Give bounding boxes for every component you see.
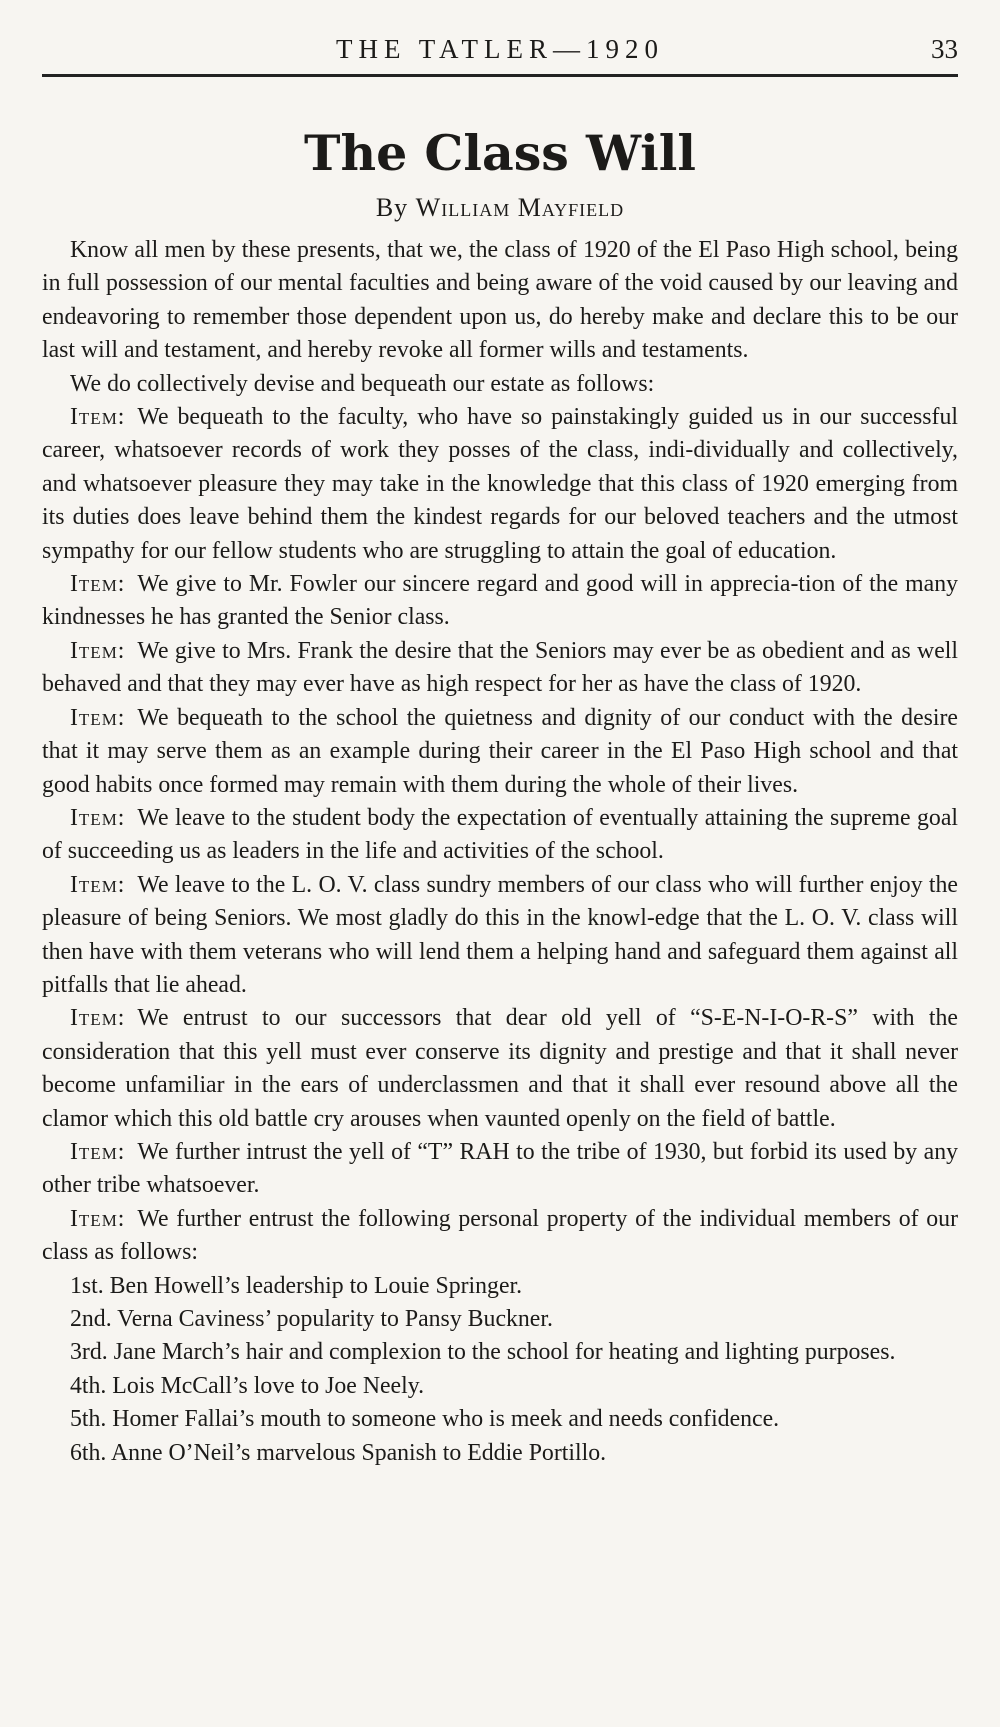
will-item-paragraph xyxy=(42,802,958,869)
will-item-paragraph xyxy=(42,1203,958,1270)
paragraph-text: 3rd. Jane March’s hair and complexion to the school for heating and lighting purposes. xyxy=(70,1339,896,1366)
paragraph-text: Know all men by these presents, that we, the class of 1920 of the El Paso High school, being in full possession of our mental faculties and being aware of the void caused by our leaving and endeavoring to remember those dependent upon us, do hereby make and declare this to be our last will and testament, and hereby revoke all former wills and testaments. xyxy=(42,237,958,364)
body-paragraph xyxy=(42,1370,958,1403)
will-item-paragraph xyxy=(42,568,958,635)
item-label: Item: xyxy=(70,1005,126,1032)
paragraph-text: 6th. Anne O’Neil’s marvelous Spanish to Eddie Portillo. xyxy=(70,1439,607,1466)
running-header xyxy=(42,0,958,77)
paragraph-text: 1st. Ben Howell’s leadership to Louie Springer. xyxy=(70,1272,523,1299)
paragraph-text: We entrust to our successors that dear old yell of “S-E-N-I-O-R-S” with the consideration that this yell must ever conserve its dignity and prestige and that it shall never become unfamiliar in the ears of underclassmen and that it shall ever resound above all the clamor which this old battle cry arouses when vaunted openly on the field of battle. xyxy=(42,1005,958,1132)
yearbook-page xyxy=(42,0,958,1470)
item-label: Item: xyxy=(70,871,126,898)
item-label: Item: xyxy=(70,804,126,831)
item-label: Item: xyxy=(70,1138,126,1165)
article-title: The Class Will xyxy=(304,124,696,182)
will-item-paragraph xyxy=(42,635,958,702)
will-item-paragraph xyxy=(42,401,958,568)
body-paragraph xyxy=(42,1437,958,1470)
will-item-paragraph xyxy=(42,1136,958,1203)
byline xyxy=(42,193,958,223)
paragraph-text: 4th. Lois McCall’s love to Joe Neely. xyxy=(70,1372,425,1399)
paragraph-text: We bequeath to the school the quietness and dignity of our conduct with the desire that it may serve them as an example during their career in the El Paso High school and that good habits once formed may remain with them during the whole of their lives. xyxy=(42,704,958,798)
body-paragraph xyxy=(42,234,958,368)
will-item-paragraph xyxy=(42,1002,958,1136)
paragraph-text: We give to Mr. Fowler our sincere regard and good will in apprecia-tion of the many kindnesses he has granted the Senior class. xyxy=(42,571,958,631)
body-paragraph xyxy=(42,368,958,401)
item-label: Item: xyxy=(70,704,126,731)
will-item-paragraph xyxy=(42,702,958,802)
paragraph-text: We further intrust the yell of “T” RAH to the tribe of 1930, but forbid its used by any other tribe whatsoever. xyxy=(42,1138,958,1199)
item-label: Item: xyxy=(70,571,126,598)
body-paragraph xyxy=(42,1403,958,1436)
paragraph-text: We further entrust the following personal property of the individual members of our class as follows: xyxy=(42,1205,958,1266)
paragraph-text: We do collectively devise and bequeath our estate as follows: xyxy=(70,370,655,397)
body-paragraph xyxy=(42,1270,958,1303)
will-item-paragraph xyxy=(42,869,958,1003)
page-number: 33 xyxy=(931,34,958,64)
paragraph-text: 2nd. Verna Caviness’ popularity to Pansy Buckner. xyxy=(70,1306,553,1332)
paragraph-text: We leave to the student body the expectation of eventually attaining the supreme goal of succeeding us as leaders in the life and activities of the school. xyxy=(42,804,958,865)
paragraph-text: 5th. Homer Fallai’s mouth to someone who is meek and needs confidence. xyxy=(70,1406,780,1433)
paragraph-text: We give to Mrs. Frank the desire that the Seniors may ever be as obedient and as well behaved and that they may ever have as high respect for her as have the class of 1920. xyxy=(42,637,958,698)
item-label: Item: xyxy=(70,637,126,664)
body-paragraph xyxy=(42,1303,958,1336)
paragraph-text: We leave to the L. O. V. class sundry members of our class who will further enjoy the pleasure of being Seniors. We most gladly do this in the knowl-edge that the L. O. V. class will then have with them veterans who will lend them a helping hand and safeguard them against all pitfalls that lie ahead. xyxy=(42,871,958,998)
body-paragraph xyxy=(42,1336,958,1369)
item-label: Item: xyxy=(70,404,126,431)
byline-prefix: By xyxy=(375,193,409,222)
author-name: William Mayfield xyxy=(415,193,625,222)
item-label: Item: xyxy=(70,1205,126,1232)
paragraph-text: We bequeath to the faculty, who have so painstakingly guided us in our successful career, whatsoever records of work they posses of the class, indi-dividually and collectively, and whatsoever pleasure they may take in the knowledge that this class of 1920 emerging from its duties does leave behind them the kindest regards for our beloved teachers and the utmost sympathy for our fellow students who are struggling to attain the goal of education. xyxy=(42,404,958,564)
running-title: THE TATLER—1920 xyxy=(335,34,665,64)
article-body xyxy=(42,234,958,1470)
